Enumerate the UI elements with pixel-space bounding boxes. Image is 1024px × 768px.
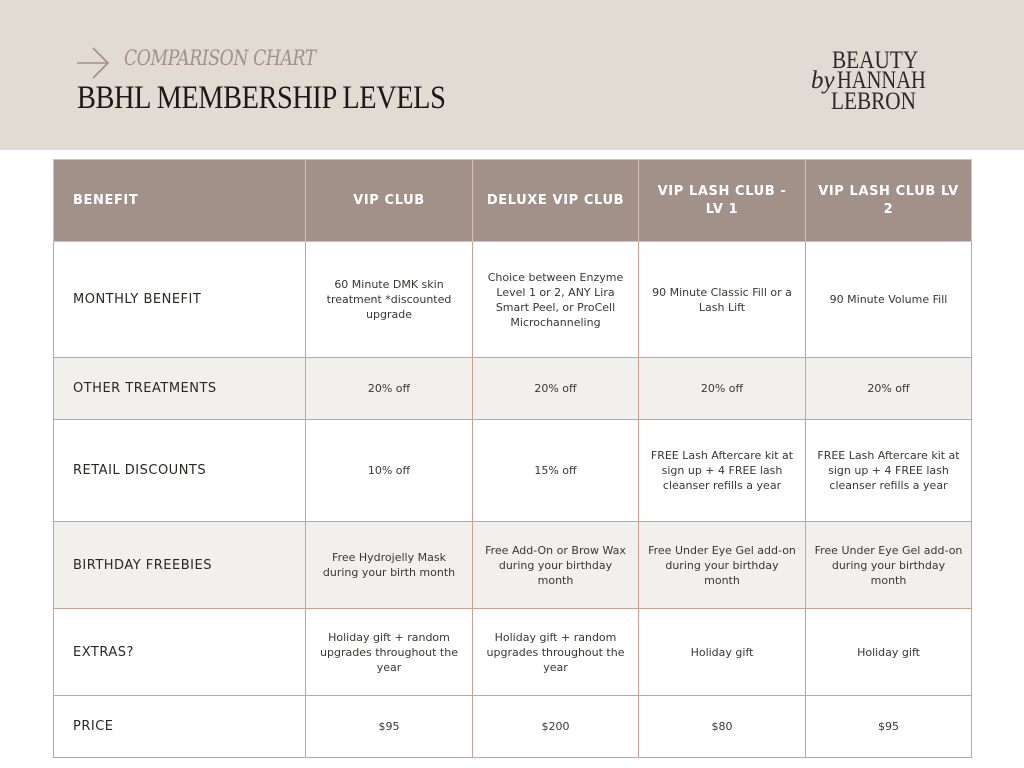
row-label: EXTRAS? xyxy=(54,609,306,696)
column-header-vip-lash-club-lv2: VIP LASH CLUB LV 2 xyxy=(806,160,972,242)
table-row-other-treatments xyxy=(54,358,972,420)
table-cell: $95 xyxy=(806,696,972,758)
table-cell: Free Under Eye Gel add-on during your birthday month xyxy=(639,522,806,609)
row-label: RETAIL DISCOUNTS xyxy=(54,420,306,522)
table-cell: Holiday gift + random upgrades throughout the year xyxy=(306,609,473,696)
column-header-vip-lash-club-lv1: VIP LASH CLUB - LV 1 xyxy=(639,160,806,242)
table-cell: 20% off xyxy=(806,358,972,420)
table-row-monthly-benefit xyxy=(54,242,972,358)
brand-logo xyxy=(800,48,960,118)
comparison-table xyxy=(53,159,972,758)
row-label: OTHER TREATMENTS xyxy=(54,358,306,420)
table-cell: FREE Lash Aftercare kit at sign up + 4 FREE lash cleanser refills a year xyxy=(806,420,972,522)
column-header-deluxe-vip-club: DELUXE VIP CLUB xyxy=(473,160,639,242)
table-cell: Holiday gift xyxy=(806,609,972,696)
arrow-right-icon xyxy=(76,46,110,80)
table-row-extras xyxy=(54,609,972,696)
logo-by: by xyxy=(811,67,835,94)
table-cell: Free Hydrojelly Mask during your birth month xyxy=(306,522,473,609)
table-cell: FREE Lash Aftercare kit at sign up + 4 FREE lash cleanser refills a year xyxy=(639,420,806,522)
row-label: MONTHLY BENEFIT xyxy=(54,242,306,358)
table-cell: $95 xyxy=(306,696,473,758)
table-cell: 10% off xyxy=(306,420,473,522)
row-label: BIRTHDAY FREEBIES xyxy=(54,522,306,609)
table-cell: Holiday gift + random upgrades throughout the year xyxy=(473,609,639,696)
table-cell: 60 Minute DMK skin treatment *discounted upgrade xyxy=(306,242,473,358)
table-row-price xyxy=(54,696,972,758)
table-cell: 20% off xyxy=(639,358,806,420)
table-cell: Holiday gift xyxy=(639,609,806,696)
page-subtitle: COMPARISON CHART xyxy=(124,46,316,70)
table-cell: $80 xyxy=(639,696,806,758)
table-row-birthday-freebies xyxy=(54,522,972,609)
table-cell: Free Under Eye Gel add-on during your birthday month xyxy=(806,522,972,609)
column-header-benefit: BENEFIT xyxy=(54,160,306,242)
table-cell: $200 xyxy=(473,696,639,758)
table-cell: 15% off xyxy=(473,420,639,522)
table-cell: 90 Minute Classic Fill or a Lash Lift xyxy=(639,242,806,358)
logo-line-1: BEAUTY xyxy=(832,47,919,74)
table-header-row xyxy=(54,160,972,242)
table-cell: 20% off xyxy=(306,358,473,420)
table-cell: Free Add-On or Brow Wax during your birthday month xyxy=(473,522,639,609)
table-cell: 90 Minute Volume Fill xyxy=(806,242,972,358)
logo-line-3: LEBRON xyxy=(831,88,916,115)
column-header-vip-club: VIP CLUB xyxy=(306,160,473,242)
table-cell: 20% off xyxy=(473,358,639,420)
logo-name: HANNAH xyxy=(836,67,926,94)
page-title: BBHL MEMBERSHIP LEVELS xyxy=(77,80,446,116)
table-row-retail-discounts xyxy=(54,420,972,522)
table-cell: Choice between Enzyme Level 1 or 2, ANY Lira Smart Peel, or ProCell Microchanneling xyxy=(473,242,639,358)
row-label: PRICE xyxy=(54,696,306,758)
